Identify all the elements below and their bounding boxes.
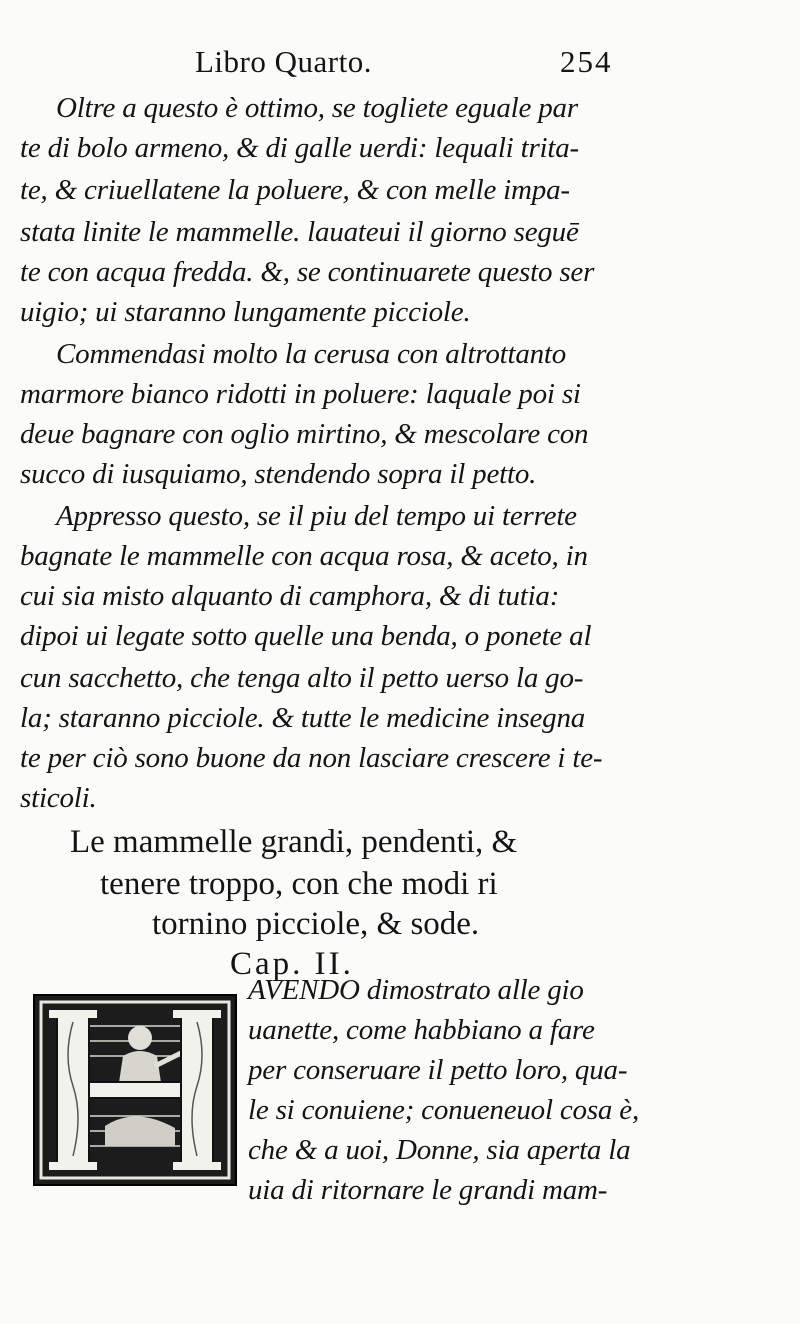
text-line: uanette, come habbiano a fare <box>248 1014 595 1046</box>
text-line: succo di iusquiamo, stendendo sopra il petto. <box>20 458 537 490</box>
woodcut-initial-illustration <box>35 996 235 1184</box>
chapter-heading-line: Le mammelle grandi, pendenti, & <box>70 824 518 860</box>
text-line: uigio; ui staranno lungamente picciole. <box>20 296 471 328</box>
text-line: le si conuiene; conueneuol cosa è, <box>248 1094 640 1126</box>
decorated-initial-h <box>33 994 237 1186</box>
text-line: la; staranno picciole. & tutte le medicine insegna <box>20 702 586 734</box>
text-line: deue bagnare con oglio mirtino, & mescolare con <box>20 418 589 450</box>
text-line: te con acqua fredda. &, se continuarete questo ser <box>20 256 595 288</box>
text-line: che & a uoi, Donne, sia aperta la <box>248 1134 631 1166</box>
text-line: te per ciò sono buone da non lasciare crescere i te- <box>20 742 603 774</box>
chapter-heading-line: tenere troppo, con che modi ri <box>100 866 498 902</box>
chapter-number: Cap. II. <box>230 946 354 982</box>
text-line: Appresso questo, se il piu del tempo ui terrete <box>56 500 577 532</box>
text-line: te, & criuellatene la poluere, & con melle impa- <box>20 174 570 206</box>
text-line: sticoli. <box>20 782 97 814</box>
text-line: marmore bianco ridotti in poluere: laquale poi si <box>20 378 581 410</box>
running-header <box>195 44 635 84</box>
running-title: Libro Quarto. <box>195 44 372 79</box>
page-number: 254 <box>560 44 613 79</box>
text-line: cui sia misto alquanto di camphora, & di tutia: <box>20 580 560 612</box>
text-line: uia di ritornare le grandi mam- <box>248 1174 608 1206</box>
text-line: bagnate le mammelle con acqua rosa, & aceto, in <box>20 540 588 572</box>
text-line: Commendasi molto la cerusa con altrottanto <box>56 338 567 370</box>
text-line: dipoi ui legate sotto quelle una benda, o ponete al <box>20 620 592 652</box>
text-line: per conseruare il petto loro, qua- <box>248 1054 628 1086</box>
text-line: stata linite le mammelle. lauateui il giorno seguē <box>20 216 579 248</box>
chapter-heading-line: tornino picciole, & sode. <box>152 906 480 942</box>
text-line: Oltre a questo è ottimo, se togliete eguale par <box>56 92 578 124</box>
text-line: cun sacchetto, che tenga alto il petto uerso la go- <box>20 662 584 694</box>
text-line: te di bolo armeno, & di galle uerdi: lequali trita- <box>20 132 579 164</box>
text-line: AVENDO dimostrato alle gio <box>248 974 584 1006</box>
